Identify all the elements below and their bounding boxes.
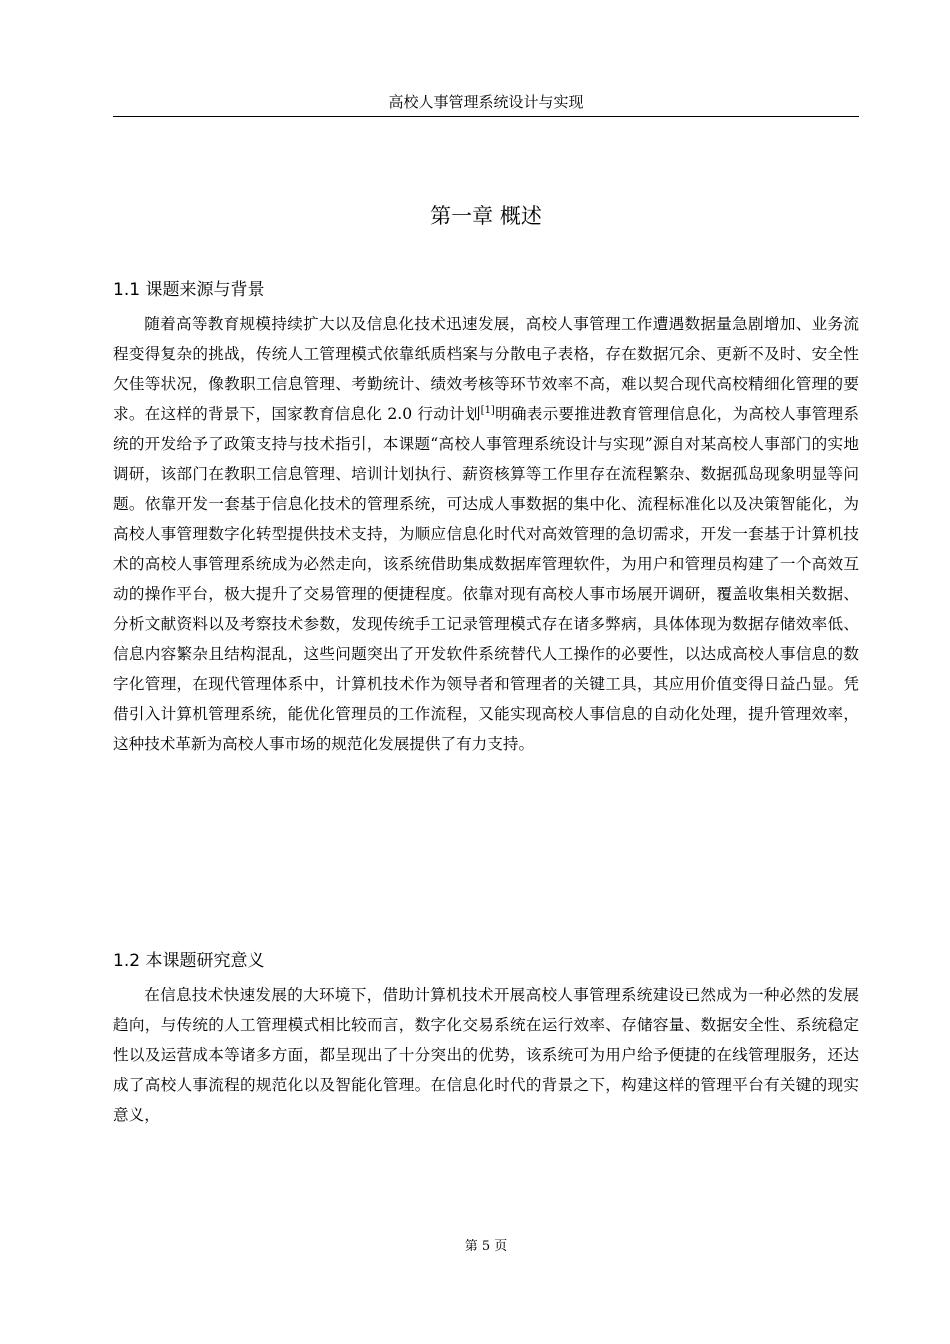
page-number: 第 5 页	[464, 1239, 508, 1254]
citation-marker: [1]	[480, 404, 495, 416]
page-header	[113, 90, 859, 117]
paragraph-text: 明确表示要推进教育管理信息化，为高校人事管理系统的开发给予了政策支持与技术指引，本课题“高校人事管理系统设计与实现”源自对某高校人事部门的实地调研，该部门在教职工信息管理、培训计划执行、薪资核算等工作里存在流程繁杂、数据孤岛现象明显等问题。依靠开发一套基于信息化技术的管理系统，可达成人事数据的集中化、流程标准化以及决策智能化，为高校人事管理数字化转型提供技术支持，为顺应信息化时代对高效管理的急切需求，开发一套基于计算机技术的高校人事管理系统成为必然走向，该系统借助集成数据库管理软件，为用户和管理员构建了一个高效互动的操作平台，极大提升了交易管理的便捷程度。依靠对现有高校人事市场展开调研，覆盖收集相关数据、分析文献资料以及考察技术参数，发现传统手工记录管理模式存在诸多弊病，具体体现为数据存储效率低、信息内容繁杂且结构混乱，这些问题突出了开发软件系统替代人工操作的必要性，以达成高校人事信息的数字化管理，在现代管理体系中，计算机技术作为领导者和管理者的关键工具，其应用价值变得日益凸显。凭借引入计算机管理系统，能优化管理员的工作流程，又能实现高校人事信息的自动化处理，提升管理效率，这种技术革新为高校人事市场的规范化发展提供了有力支持。	[113, 405, 859, 753]
section-heading-1-1: 1.1 课题来源与背景	[113, 280, 265, 300]
chapter-title: 第一章 概述	[430, 204, 542, 228]
paragraph-text: 随着高等教育规模持续扩大以及信息化技术迅速发展，高校人事管理工作遭遇数据量急剧增加、业务流程变得复杂的挑战，传统人工管理模式依靠纸质档案与分散电子表格，存在数据冗余、更新不及时、安全性欠佳等状况，像教职工信息管理、考勤统计、绩效考核等环节效率不高，难以契合现代高校精细化管理的要求。在这样的背景下，国家教育信息化 2.0 行动计划	[113, 315, 859, 423]
section-heading-1-2: 1.2 本课题研究意义	[113, 951, 265, 971]
document-title: 高校人事管理系统设计与实现	[388, 93, 584, 111]
section-paragraph-1-2: 在信息技术快速发展的大环境下，借助计算机技术开展高校人事管理系统建设已然成为一种必然的发展趋向，与传统的人工管理模式相比较而言，数字化交易系统在运行效率、存储容量、数据安全性、系统稳定性以及运营成本等诸多方面，都呈现出了十分突出的优势，该系统可为用户给予便捷的在线管理服务，还达成了高校人事流程的规范化以及智能化管理。在信息化时代的背景之下，构建这样的管理平台有关键的现实意义，	[113, 986, 859, 1124]
section-paragraph-1-1	[113, 309, 859, 759]
